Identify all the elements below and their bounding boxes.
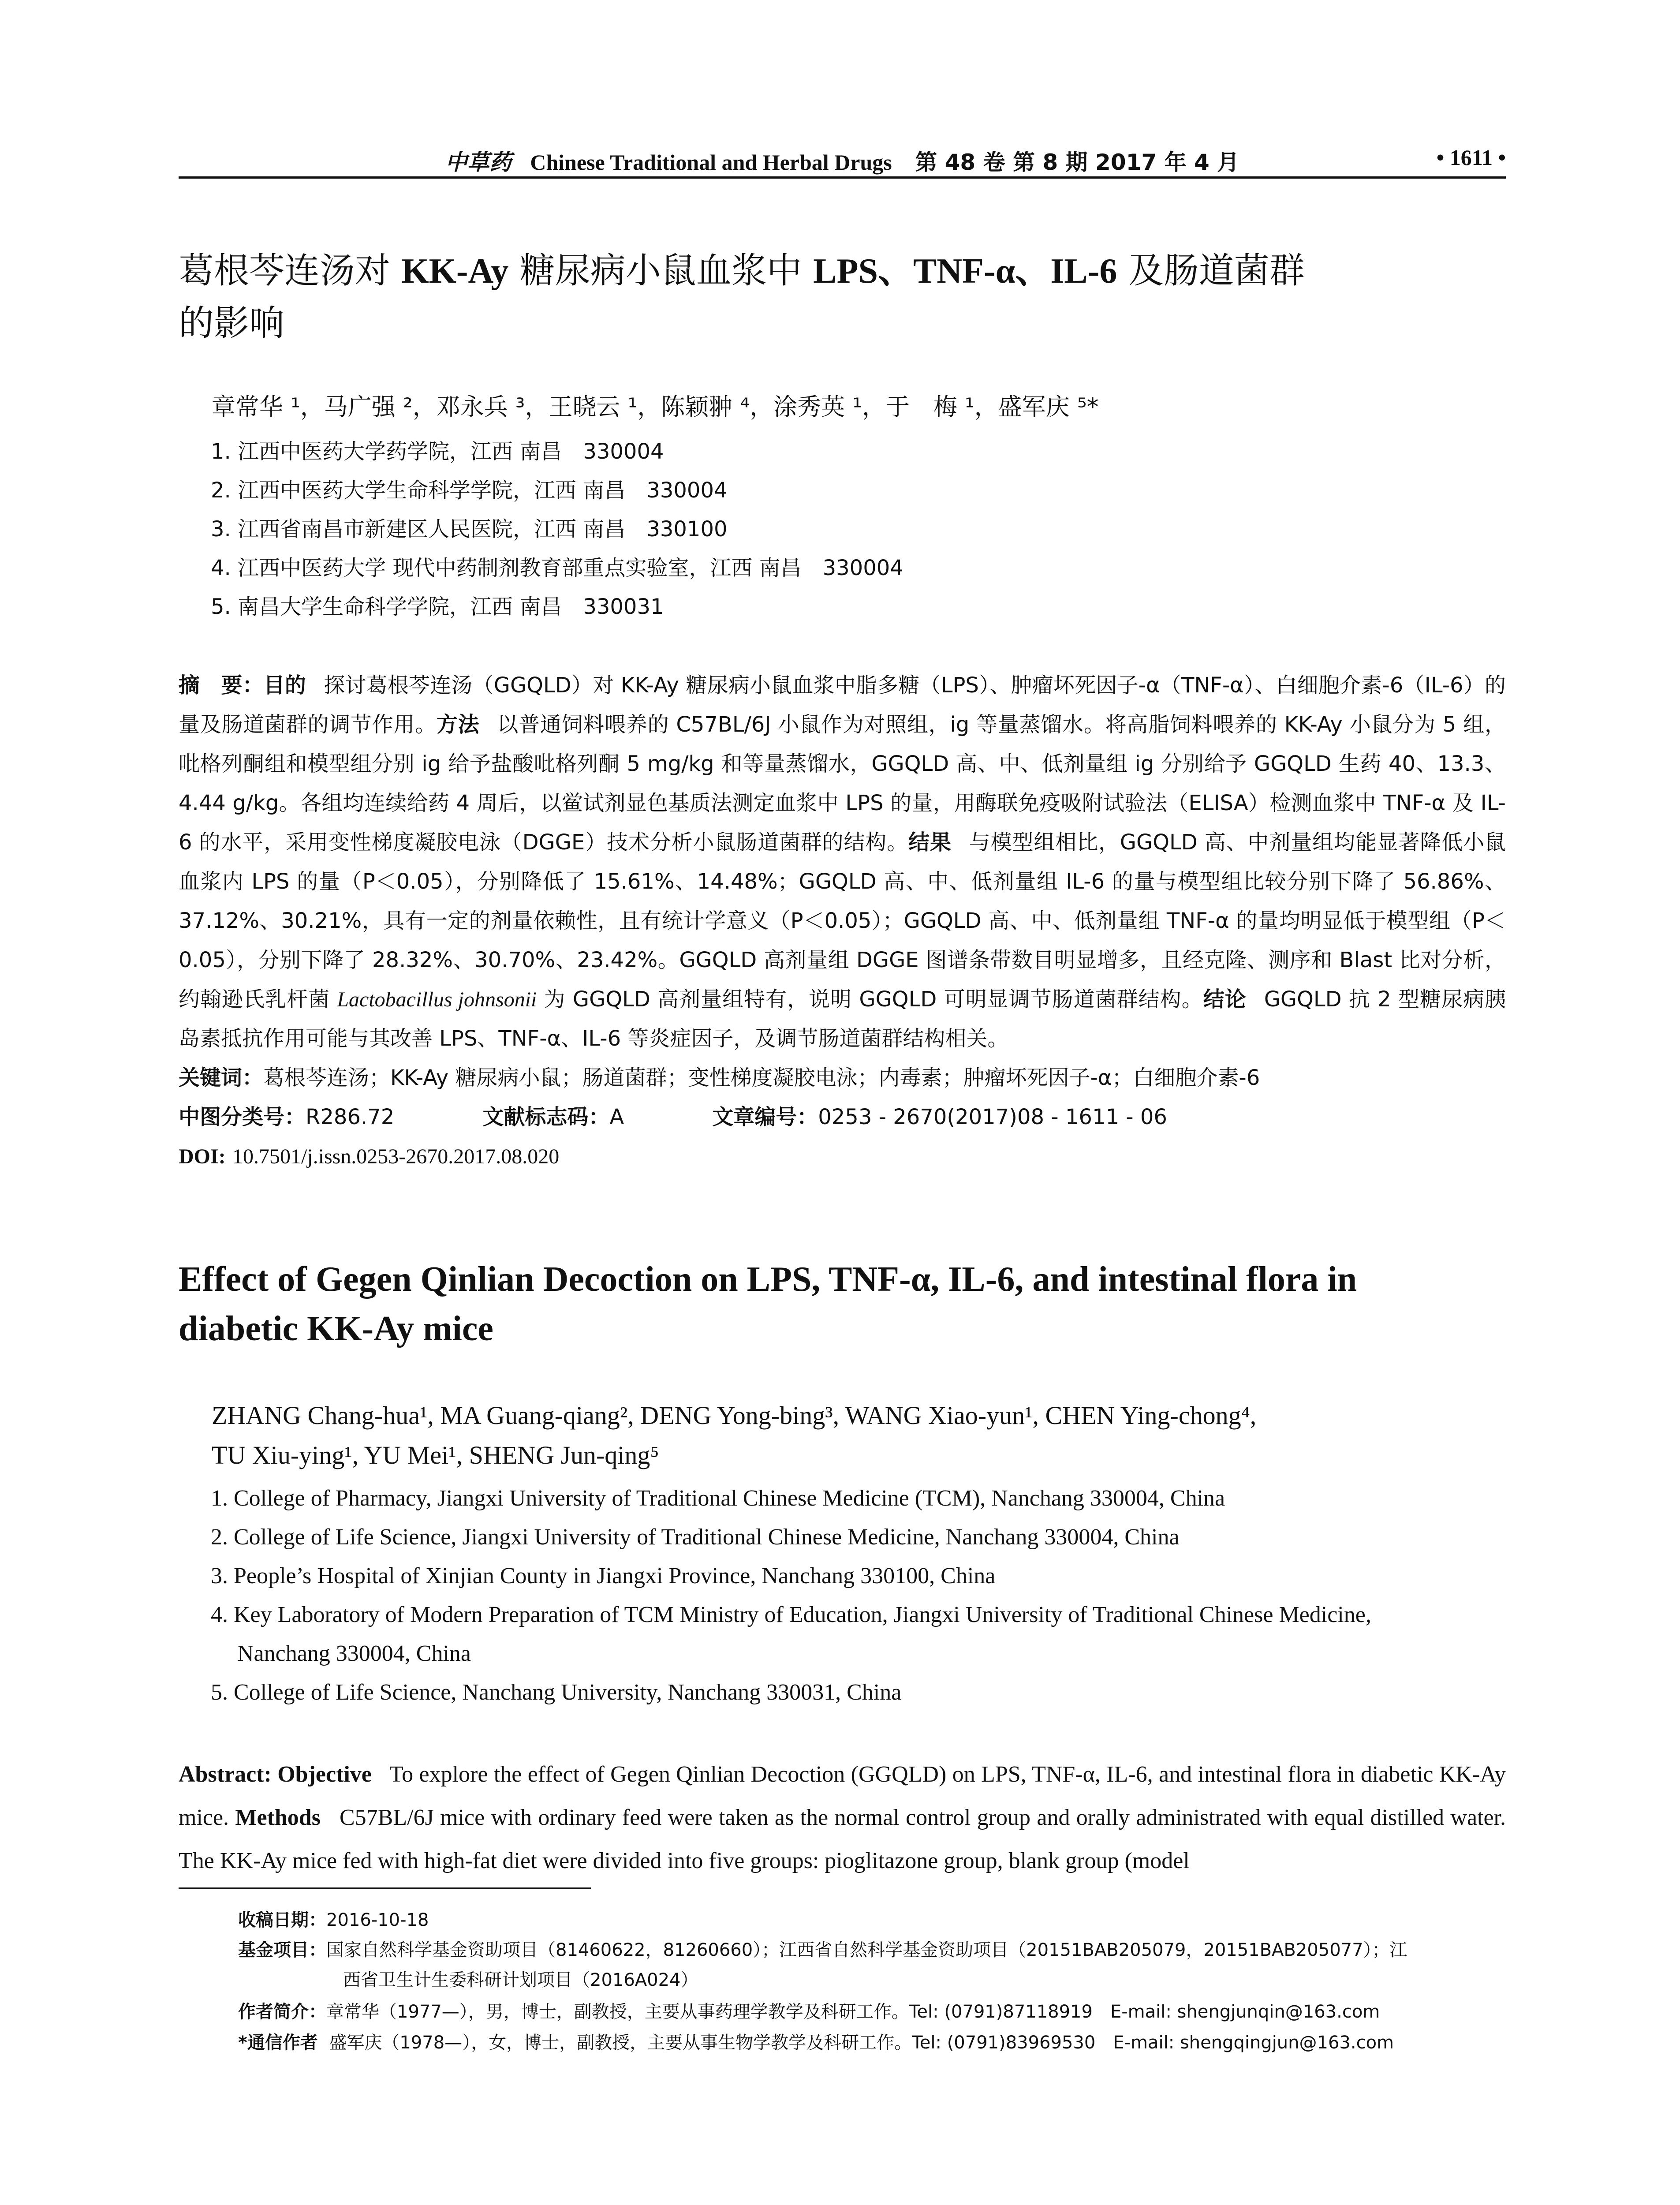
footnote-label: 作者简介： [238, 2002, 326, 2022]
cn-title-part: LPS、TNF-α、IL-6 [813, 252, 1117, 291]
en-methods-label: Methods [235, 1805, 321, 1830]
footnote-received [238, 1905, 1508, 1935]
en-title [179, 1255, 1506, 1353]
page-number: • 1611 • [1436, 145, 1506, 170]
results-label: 结果 [908, 830, 952, 855]
header-divider [179, 176, 1506, 179]
footnote-value: 2016-10-18 [326, 1910, 429, 1930]
objective-label: 目的 [263, 673, 306, 698]
keywords-label: 关键词： [179, 1065, 264, 1090]
footnote-divider [179, 1887, 591, 1889]
footnote-value: 章常华（1977—），男，博士，副教授，主要从事药理学教学及科研工作。Tel: (0791)87118919 E-mail: shengjunqin@163.com [326, 2002, 1380, 2022]
en-affiliation-cont: Nanchang 330004, China [237, 1641, 471, 1666]
clc-label: 中图分类号： [179, 1105, 306, 1129]
cn-affiliation: 2. 江西中医药大学生命科学学院，江西 南昌 330004 [211, 478, 728, 503]
en-title-line: diabetic KK-Ay mice [179, 1309, 493, 1348]
doi-label: DOI: [179, 1145, 226, 1168]
species-name: Lactobacillus johnsonii [337, 988, 537, 1011]
footnote-author [238, 1997, 1508, 2027]
en-affiliation: 3. People’s Hospital of Xinjian County in Jiangxi Province, Nanchang 330100, China [211, 1563, 996, 1588]
en-abstract [179, 1753, 1506, 1883]
en-authors-line: TU Xiu-ying¹, YU Mei¹, SHENG Jun-qing⁵ [212, 1441, 659, 1469]
results-text: 与模型组相比，GGQLD 高、中剂量组均能显著降低小鼠血浆内 LPS 的量（P＜0.05），分别降低了 15.61%、14.48%；GGQLD 高、中、低剂量组 IL-6 的量与模型组比较分别下降了 56.86%、37.12%、30.21%，具有一定的剂量依赖性，且有统计学意义（P＜0.05）；GGQLD 高、中、低剂量组 TNF-α 的量均明显低于模型组（P＜0.05），分别下降了 28.32%、30.70%、23.42%。GGQLD 高剂量组 DGGE 图谱条带数目明显增多，且经克隆、测序和 Blast 比对分析，约翰逊氏乳杆菌 [179, 830, 1506, 1012]
doc-code-value: A [609, 1105, 624, 1129]
doc-code-label: 文献标志码： [482, 1105, 610, 1129]
doi-value[interactable]: 10.7501/j.issn.0253-2670.2017.08.020 [232, 1145, 560, 1168]
footnote-value: 盛军庆（1978—），女，博士，副教授，主要从事生物学教学及科研工作。Tel: (0791)83969530 E-mail: shengqingjun@163.com [329, 2033, 1394, 2053]
methods-text: 以普通饲料喂养的 C57BL/6J 小鼠作为对照组，ig 等量蒸馏水。将高脂饲料喂养的 KK-Ay 小鼠分为 5 组，吡格列酮组和模型组分别 ig 给予盐酸吡格列酮 5 mg/kg 和等量蒸馏水，GGQLD 高、中、低剂量组 ig 分别给予 GGQLD 生药 40、13.3、4.44 g/kg。各组均连续给药 4 周后，以鲎试剂显色基质法测定血浆中 LPS 的量，用酶联免疫吸附试验法（ELISA）检测血浆中 TNF-α 及 IL-6 的水平，采用变性梯度凝胶电泳（DGGE）技术分析小鼠肠道菌群的结构。 [179, 712, 1506, 855]
footnote-label: 基金项目： [238, 1940, 326, 1960]
en-authors [212, 1396, 1512, 1475]
running-header [179, 140, 1506, 178]
cn-title [179, 245, 1506, 349]
objective-text: 探讨葛根芩连汤（GGQLD）对 KK-Ay 糖尿病小鼠血浆中脂多糖（LPS）、肿瘤坏死因子-α（TNF-α）、白细胞介素-6（IL-6）的量及肠道菌群的调节作用。 [179, 673, 1506, 737]
conclusion-label: 结论 [1203, 987, 1247, 1012]
cn-title-part: 葛根芩连汤对 [179, 250, 402, 291]
en-objective-text: To explore the effect of Gegen Qinlian Decoction (GGQLD) on LPS, TNF-α, IL-6, and intestinal flora in diabetic KK-Ay mice. [179, 1762, 1506, 1830]
cn-title-part: 及肠道菌群 [1117, 250, 1305, 291]
article-no-value: 0253 - 2670(2017)08 - 1611 - 06 [818, 1105, 1167, 1129]
methods-label: 方法 [436, 712, 480, 737]
results-tail: 为 GGQLD 高剂量组特有，说明 GGQLD 可明显调节肠道菌群结构。 [537, 987, 1203, 1012]
journal-name-en: Chinese Traditional and Herbal Drugs [530, 150, 892, 175]
article-no-label: 文章编号： [712, 1105, 818, 1129]
cn-title-part: KK-Ay [401, 252, 509, 291]
en-title-line: Effect of Gegen Qinlian Decoction on LPS, TNF-α, IL-6, and intestinal flora in [179, 1260, 1357, 1299]
journal-issue: 第 48 卷 第 8 期 2017 年 4 月 [915, 149, 1239, 175]
en-authors-line: ZHANG Chang-hua¹, MA Guang-qiang², DENG Yong-bing³, WANG Xiao-yun¹, CHEN Ying-chong⁴, [212, 1401, 1257, 1430]
footnote-value: 国家自然科学基金资助项目（81460622，81260660）；江西省自然科学基金资助项目（20151BAB205079，20151BAB205077）；江 [326, 1940, 1407, 1960]
cn-authors: 章常华 ¹，马广强 ²，邓永兵 ³，王晓云 ¹，陈颖翀 ⁴，涂秀英 ¹，于 梅 ¹，盛军庆 ⁵* [212, 393, 1099, 421]
footnote-label: *通信作者 [238, 2033, 318, 2053]
abstract-label: 摘 要： [179, 673, 264, 698]
clc-value: R286.72 [306, 1105, 395, 1129]
cn-affiliation: 4. 江西中医药大学 现代中药制剂教育部重点实验室，江西 南昌 330004 [211, 556, 903, 580]
en-methods-text: C57BL/6J mice with ordinary feed were taken as the normal control group and orally administrated with equal distilled water. The KK-Ay mice fed with high-fat diet were divided into five groups: pioglitazone group, blank group (model [179, 1805, 1506, 1873]
journal-header [179, 145, 1506, 176]
cn-title-part: 糖尿病小鼠血浆中 [508, 250, 814, 291]
en-affiliation: 4. Key Laboratory of Modern Preparation of TCM Ministry of Education, Jiangxi University of Traditional Chinese Medicine, [211, 1602, 1371, 1627]
footnote-label: 收稿日期： [238, 1910, 326, 1930]
cn-title-part: 的影响 [179, 303, 284, 344]
cn-abstract [179, 666, 1506, 1176]
footnote-fund [238, 1935, 1508, 1965]
cn-affiliation: 3. 江西省南昌市新建区人民医院，江西 南昌 330100 [211, 517, 728, 542]
conclusion-text: GGQLD 抗 2 型糖尿病胰岛素抵抗作用可能与其改善 LPS、TNF-α、IL-6 等炎症因子，及调节肠道菌群结构相关。 [179, 987, 1506, 1051]
cn-affiliation: 1. 江西中医药大学药学院，江西 南昌 330004 [211, 439, 664, 464]
keywords-text: 葛根芩连汤；KK-Ay 糖尿病小鼠；肠道菌群；变性梯度凝胶电泳；内毒素；肿瘤坏死因子-α；白细胞介素-6 [263, 1065, 1260, 1090]
en-affiliation: 5. College of Life Science, Nanchang University, Nanchang 330031, China [211, 1680, 902, 1705]
en-affiliation: 1. College of Pharmacy, Jiangxi University of Traditional Chinese Medicine (TCM), Nanchang 330004, China [211, 1486, 1225, 1511]
cn-affiliation: 5. 南昌大学生命科学学院，江西 南昌 330031 [211, 594, 664, 619]
en-abstract-label: Abstract: Objective [179, 1762, 372, 1787]
en-affiliation: 2. College of Life Science, Jiangxi University of Traditional Chinese Medicine, Nanchang 330004, China [211, 1525, 1180, 1550]
footnote-fund-cont: 西省卫生计生委科研计划项目（2016A024） [343, 1970, 698, 1990]
journal-name-cn: 中草药 [445, 149, 511, 175]
footnote-corresponding [238, 2028, 1508, 2058]
